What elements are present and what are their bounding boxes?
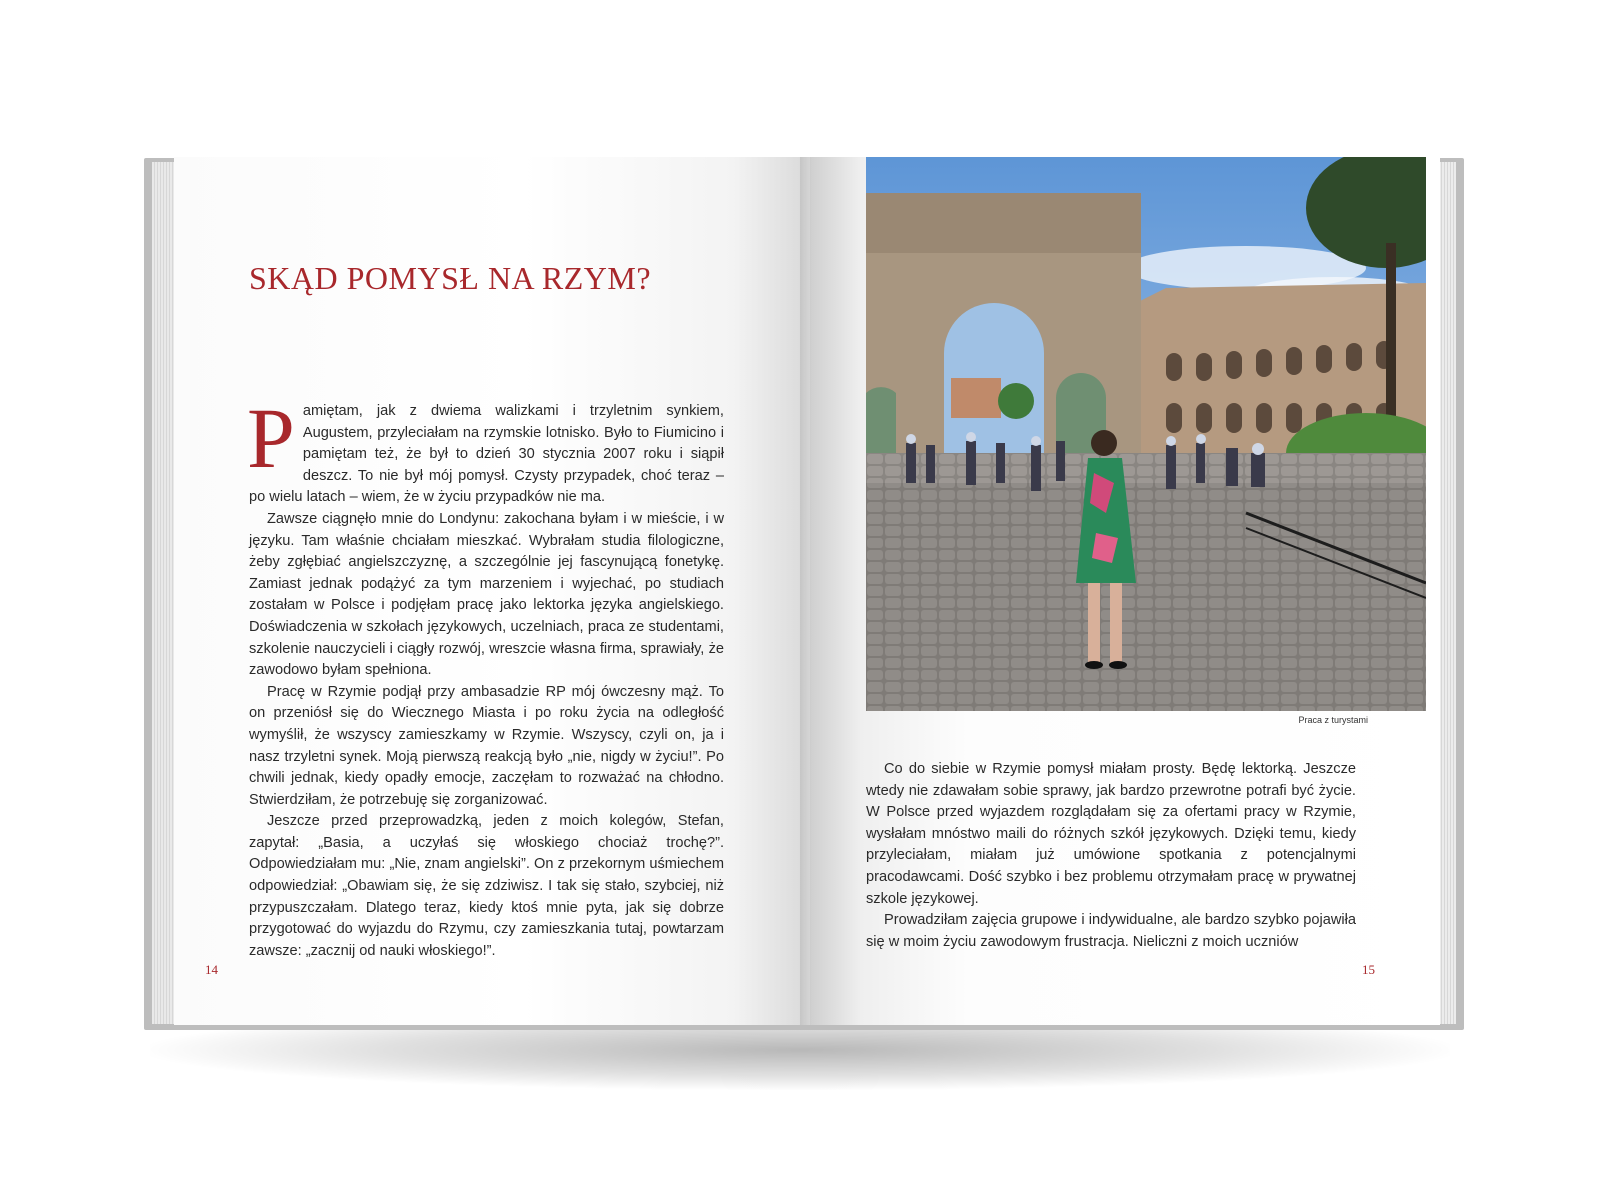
paragraph: Pracę w Rzymie podjął przy ambasadzie RP mój ówczesny mąż. To on przeniósł się do Wiecznego Miasta i po roku życia na odległość wymyślił, że wszyscy zamieszkamy w Rzymie. Wszyscy, czyli on, ja i nasz trzyletni synek. Moją pierwszą reakcją było „nie, nigdy w życiu!”. Po chwili jednak, kiedy opadły emocje, zaczęłam to rozważać na chłodno. Stwierdziłam, że potrzebuję się zorganizować.: [249, 683, 724, 808]
right-page: [810, 157, 1440, 1025]
drop-cap: P: [247, 390, 295, 486]
page-number-left: 14: [205, 962, 218, 977]
chapter-title: SKĄD POMYSŁ NA RZYM?: [249, 260, 652, 296]
photo-caption: Praca z turystami: [1298, 715, 1368, 725]
paragraph: Pamiętam, jak z dwiema walizkami i trzyletnim synkiem, Augustem, przyleciałam na rzymskie lotnisko. Było to Fiumicino i pamiętam też, że był to dzień 30 stycznia 2007 roku i siąpił deszcz. To nie był mój pomysł. Czysty przypadek, choć teraz – po wielu latach – wiem, że w życiu przypadków nie ma.: [247, 390, 724, 506]
paragraph: Jeszcze przed przeprowadzką, jeden z moich kolegów, Stefan, zapytał: „Basia, a uczyłaś się włoskiego chociaż trochę?”. Odpowiedziałam mu: „Nie, znam angielski”. On z przekornym uśmiechem odpowiedział: „Obawiam się, że się zdziwisz. I tak się stało, szybciej, niż przypuszczałam. Dlatego teraz, kiedy ktoś mnie pyta, jak się dobrze przygotować do wyjazdu do Rzymu, czy zamieszkania tutaj, powtarzam zawsze: „zacznij od nauki włoskiego!”.: [249, 813, 724, 959]
right-page-body: [866, 759, 1356, 953]
paragraph: Co do siebie w Rzymie pomysł miałam prosty. Będę lektorką. Jeszcze wtedy nie zdawałam sobie sprawy, jak bardzo przewrotne potrafi być życie. W Polsce przed wyjazdem rozglądałam się za ofertami pracy w Rzymie, wysłałam mnóstwo maili do różnych szkół językowych. Dzięki temu, kiedy przyleciałam, miałam już umówione spotkania z potencjalnymi pracodawcami. Dość szybko i bez problemu otrzymałam pracę w prywatnej szkole językowej.: [866, 761, 1356, 907]
page-number-right: 15: [1362, 962, 1375, 977]
paragraph: Prowadziłam zajęcia grupowe i indywidualne, ale bardzo szybko pojawiła się w moim życiu zawodowym frustracja. Nieliczni z moich uczniów: [866, 912, 1356, 950]
left-page-body: [247, 390, 724, 962]
paragraph: Zawsze ciągnęło mnie do Londynu: zakochana byłam i w mieście, i w języku. Tam właśnie chciałam mieszkać. Wybrałam studia filologiczne, żeby zgłębiać angielszczyznę, a szczególnie jej fascynującą fonetykę. Zamiast jednak podążyć za tym marzeniem i wyjechać, po studiach zostałam w Polsce i podjęłam pracę jako lektorka języka angielskiego. Doświadczenia w szkołach językowych, uczelniach, praca ze studentami, szkolenie nauczycieli i ciągły rozwój, wreszcie własna firma, sprawiały, że zawodowo byłam spełniona.: [249, 510, 724, 679]
rome-photo: [866, 157, 1426, 711]
left-page: [174, 157, 810, 1025]
book-spine-shadow: [800, 157, 812, 1025]
